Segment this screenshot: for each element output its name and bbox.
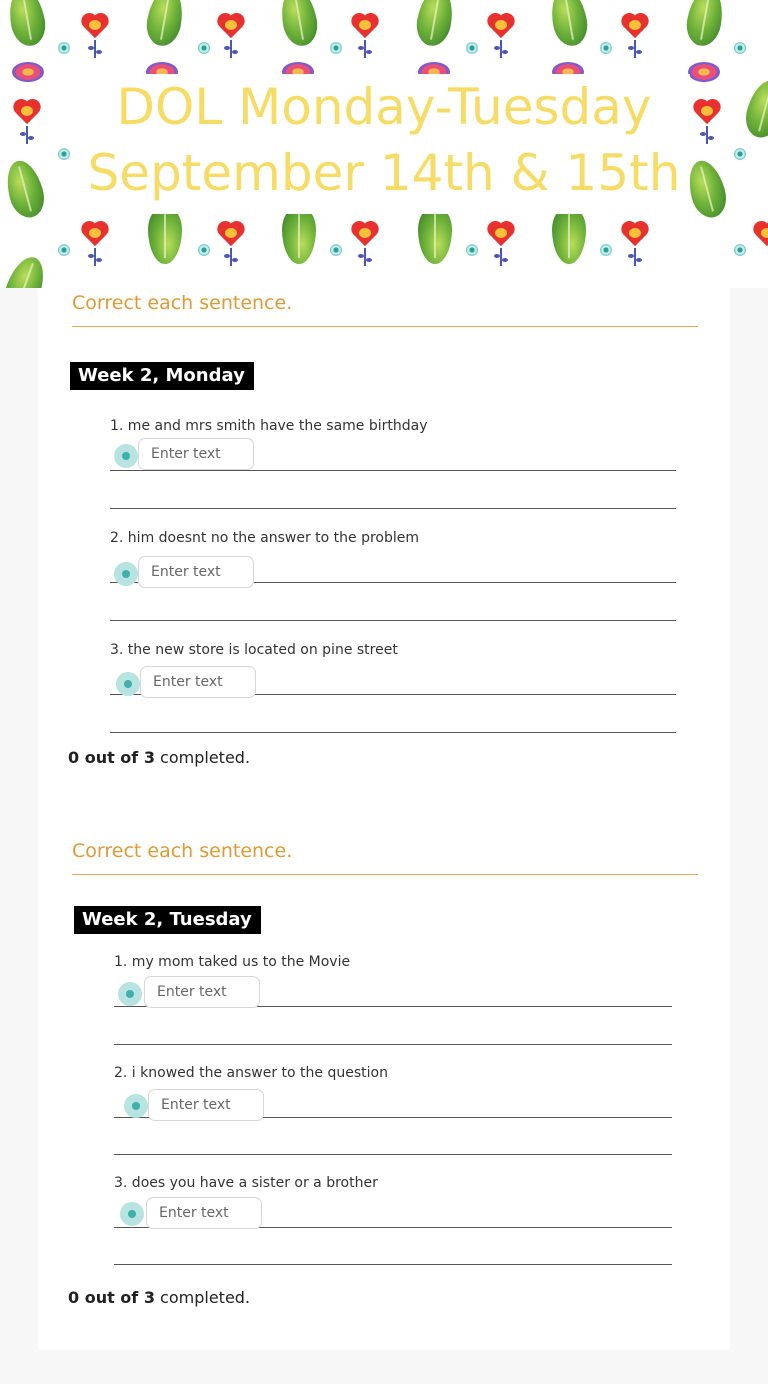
leaf-icon bbox=[5, 0, 49, 49]
blank-line bbox=[114, 1044, 672, 1045]
answer-line bbox=[110, 470, 676, 471]
completion-count: 0 out of 3 bbox=[68, 1288, 155, 1307]
completion-suffix: completed. bbox=[154, 1288, 251, 1307]
heart-flower-icon bbox=[80, 222, 110, 248]
small-flower-icon bbox=[466, 42, 478, 54]
flower-stem-icon bbox=[706, 126, 708, 144]
small-flower-icon bbox=[330, 42, 342, 54]
completion-suffix: completed. bbox=[154, 748, 251, 767]
leaf-icon bbox=[148, 206, 182, 264]
flower-stem-icon bbox=[634, 40, 636, 58]
small-flower-icon bbox=[600, 244, 612, 256]
heart-flower-icon bbox=[692, 100, 722, 126]
leaf-icon bbox=[418, 206, 452, 264]
blank-line bbox=[110, 508, 676, 509]
small-flower-icon bbox=[58, 148, 70, 160]
question-text: 3. the new store is located on pine street bbox=[110, 642, 398, 658]
small-flower-icon bbox=[734, 42, 746, 54]
leaf-icon bbox=[277, 0, 321, 49]
leaf-icon bbox=[683, 157, 731, 222]
flower-stem-icon bbox=[94, 40, 96, 58]
answer-radio[interactable] bbox=[118, 982, 142, 1006]
heart-flower-icon bbox=[80, 14, 110, 40]
leaf-icon bbox=[143, 0, 187, 49]
flower-stem-icon bbox=[364, 248, 366, 266]
question-text: 2. him doesnt no the answer to the problem bbox=[110, 530, 420, 546]
flower-stem-icon bbox=[634, 248, 636, 266]
small-flower-icon bbox=[198, 42, 210, 54]
blank-line bbox=[114, 1264, 672, 1265]
flower-stem-icon bbox=[500, 248, 502, 266]
answer-radio[interactable] bbox=[124, 1094, 148, 1118]
round-flower-icon bbox=[688, 62, 720, 82]
page-title: DOL Monday-Tuesday bbox=[116, 78, 652, 136]
flower-stem-icon bbox=[94, 248, 96, 266]
flower-stem-icon bbox=[230, 40, 232, 58]
small-flower-icon bbox=[58, 244, 70, 256]
week-label: Week 2, Monday bbox=[70, 362, 254, 390]
heart-flower-icon bbox=[216, 14, 246, 40]
answer-input[interactable] bbox=[140, 666, 256, 698]
heart-flower-icon bbox=[620, 14, 650, 40]
small-flower-icon bbox=[466, 244, 478, 256]
answer-input[interactable] bbox=[138, 556, 254, 588]
leaf-icon bbox=[741, 77, 768, 142]
answer-radio[interactable] bbox=[114, 444, 138, 468]
leaf-icon bbox=[0, 252, 51, 288]
small-flower-icon bbox=[198, 244, 210, 256]
completion-status bbox=[68, 748, 250, 767]
question-text: 3. does you have a sister or a brother bbox=[114, 1175, 378, 1191]
blank-line bbox=[114, 1154, 672, 1155]
small-flower-icon bbox=[58, 42, 70, 54]
small-flower-icon bbox=[734, 244, 746, 256]
leaf-icon bbox=[547, 0, 591, 49]
answer-radio[interactable] bbox=[116, 672, 140, 696]
answer-input[interactable] bbox=[138, 438, 254, 470]
answer-input[interactable] bbox=[146, 1197, 262, 1229]
answer-input[interactable] bbox=[148, 1089, 264, 1121]
small-flower-icon bbox=[734, 148, 746, 160]
worksheet-card bbox=[38, 288, 730, 1350]
question-text: 1. me and mrs smith have the same birthday bbox=[110, 418, 428, 434]
completion-count: 0 out of 3 bbox=[68, 748, 155, 767]
heart-flower-icon bbox=[752, 222, 768, 248]
answer-radio[interactable] bbox=[120, 1202, 144, 1226]
flower-stem-icon bbox=[26, 126, 28, 144]
heart-flower-icon bbox=[486, 222, 516, 248]
answer-input[interactable] bbox=[144, 976, 260, 1008]
leaf-icon bbox=[282, 206, 316, 264]
question-text: 1. my mom taked us to the Movie bbox=[114, 954, 351, 970]
leaf-icon bbox=[1, 157, 49, 222]
header-banner bbox=[0, 0, 768, 288]
round-flower-icon bbox=[12, 62, 44, 82]
question-text: 2. i knowed the answer to the question bbox=[114, 1065, 388, 1081]
heart-flower-icon bbox=[216, 222, 246, 248]
heart-flower-icon bbox=[620, 222, 650, 248]
blank-line bbox=[110, 732, 676, 733]
small-flower-icon bbox=[330, 244, 342, 256]
title-box bbox=[78, 74, 690, 214]
blank-line bbox=[110, 620, 676, 621]
answer-radio[interactable] bbox=[114, 562, 138, 586]
flower-stem-icon bbox=[500, 40, 502, 58]
week-label: Week 2, Tuesday bbox=[74, 906, 261, 934]
heart-flower-icon bbox=[12, 100, 42, 126]
small-flower-icon bbox=[600, 42, 612, 54]
leaf-icon bbox=[683, 0, 727, 49]
flower-stem-icon bbox=[230, 248, 232, 266]
completion-status bbox=[68, 1288, 250, 1307]
heart-flower-icon bbox=[350, 222, 380, 248]
leaf-icon bbox=[552, 206, 586, 264]
page-subtitle: September 14th & 15th bbox=[87, 144, 681, 202]
flower-stem-icon bbox=[364, 40, 366, 58]
heart-flower-icon bbox=[350, 14, 380, 40]
leaf-icon bbox=[413, 0, 457, 49]
heart-flower-icon bbox=[486, 14, 516, 40]
section-instruction: Correct each sentence. bbox=[72, 292, 698, 327]
section-instruction: Correct each sentence. bbox=[72, 840, 698, 875]
